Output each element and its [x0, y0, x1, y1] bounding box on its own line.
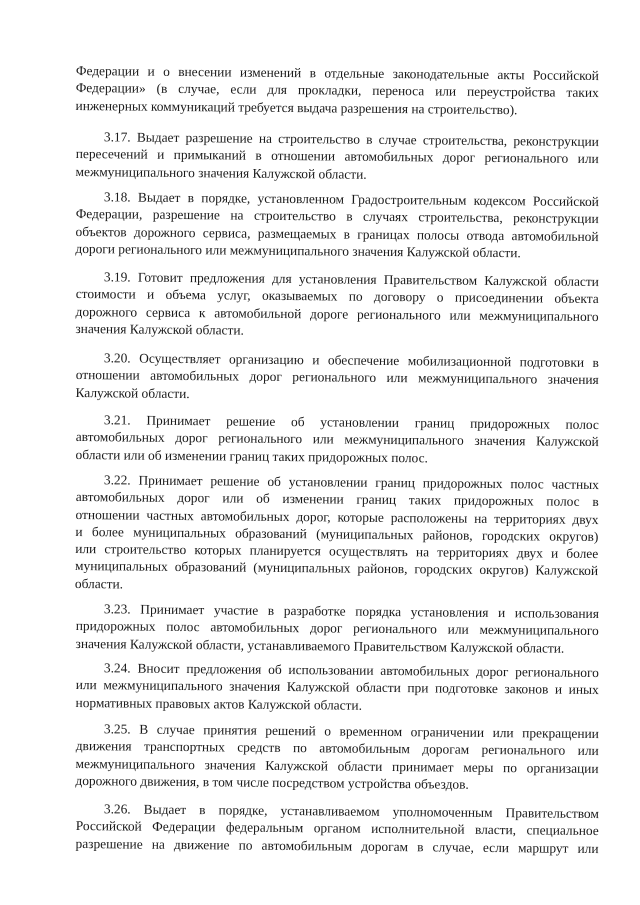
- text-line: Федерации» (в случае, если для прокладки, переноса или переустройства таких: [75, 80, 599, 101]
- text-line: или межмуниципального значения Калужской области при подготовке законов и иных: [75, 677, 599, 698]
- text-line: 3.19. Готовит предложения для установления Правительством Калужской области: [103, 269, 599, 290]
- text-line: значения Калужской области.: [75, 320, 244, 338]
- text-line: движения транспортных средств по автомобильным дорогам регионального или: [75, 738, 599, 759]
- paragraph-3-17: [76, 128, 599, 185]
- paragraph-continuation: [76, 62, 599, 119]
- text-line: или строительство которых планируется осуществлять на территориях двух и более: [75, 541, 599, 562]
- paragraph-3-21: [76, 411, 599, 468]
- text-line: области или об изменении границ таких придорожных полос.: [75, 446, 429, 465]
- text-line: автомобильных дорог регионального или межмуниципального значения Калужской: [75, 429, 599, 450]
- text-line: автомобильных дорог или об изменении границ таких придорожных полос в: [75, 489, 599, 510]
- text-line: Российской Федерации федеральным органом исполнительной власти, специальное: [75, 818, 599, 839]
- paragraph-3-22: [75, 471, 599, 597]
- text-line: пересечений и примыканий в отношении автомобильных дорог регионального или: [75, 146, 599, 167]
- text-line: дороги регионального или межмуниципального значения Калужской области.: [75, 240, 521, 261]
- text-line: придорожных полос автомобильных дорог регионального или межмуниципального: [75, 618, 599, 639]
- text-line: области.: [74, 575, 124, 592]
- paragraph-3-24: [76, 659, 599, 716]
- text-line: межмуниципального значения Калужской области принимает меры по организации: [75, 755, 599, 776]
- text-line: нормативных правовых актов Калужской области.: [75, 694, 363, 713]
- paragraph-3-19: [75, 268, 599, 342]
- text-line: объектов дорожного сервиса, размещаемых в границах полосы отвода автомобильной: [75, 223, 599, 244]
- text-line: 3.22. Принимает решение об установлении границ придорожных полос частных: [103, 472, 599, 493]
- text-line: 3.20. Осуществляет организацию и обеспечение мобилизационной подготовки в: [103, 350, 599, 371]
- paragraph-3-18: [75, 188, 599, 262]
- text-line: 3.17. Выдает разрешение на строительство в случае строительства, реконструкции: [103, 129, 599, 150]
- text-line: 3.23. Принимает участие в разработке порядка установления и использования: [103, 601, 599, 622]
- text-line: значения Калужской области, устанавливаемого Правительством Калужской области.: [75, 635, 565, 656]
- text-line: Федерации и о внесении изменений в отдельные законодательные акты Российской: [75, 62, 599, 84]
- paragraph-3-23: [76, 600, 599, 657]
- text-line: Калужской области.: [75, 384, 190, 401]
- text-line: отношении частных автомобильных дорог, которые расположены на территориях двух: [75, 506, 599, 527]
- text-line: 3.18. Выдает в порядке, установленном Градостроительным кодексом Российской: [103, 189, 599, 210]
- text-line: Федерации, разрешение на строительство в случаях строительства, реконструкции: [75, 206, 599, 227]
- text-line: дорожного движения, в том числе посредством устройства объездов.: [75, 772, 469, 792]
- text-line: 3.26. Выдает в порядке, устанавливаемом уполномоченным Правительством: [103, 801, 599, 822]
- text-line: стоимости и объема услуг, оказываемых по договору о присоединении объекта: [75, 286, 599, 307]
- paragraph-3-20: [76, 349, 599, 406]
- text-line: разрешение на движение по автомобильным дорогам в случае, если маршрут или: [75, 835, 599, 856]
- text-line: 3.24. Вносит предложения об использовании автомобильных дорог регионального: [103, 660, 599, 681]
- text-line: муниципальных образований (муниципальных районов, городских округов) Калужской: [75, 558, 599, 579]
- text-line: и более муниципальных образований (муниципальных районов, городских округов): [75, 523, 599, 544]
- text-line: 3.25. В случае принятия решений о временном ограничении или прекращении: [103, 721, 599, 742]
- text-line: 3.21. Принимает решение об установлении границ придорожных полос: [103, 412, 599, 433]
- text-line: межмуниципального значения Калужской области.: [75, 163, 367, 182]
- text-line: отношении автомобильных дорог регионального или межмуниципального значения: [75, 367, 599, 388]
- text-line: инженерных коммуникаций требуется выдача разрешения на строительство).: [75, 97, 518, 117]
- paragraph-3-25: [75, 720, 599, 794]
- text-line: дорожного сервиса к автомобильной дороге регионального или межмуниципального: [75, 303, 599, 324]
- paragraph-3-26: [76, 800, 599, 857]
